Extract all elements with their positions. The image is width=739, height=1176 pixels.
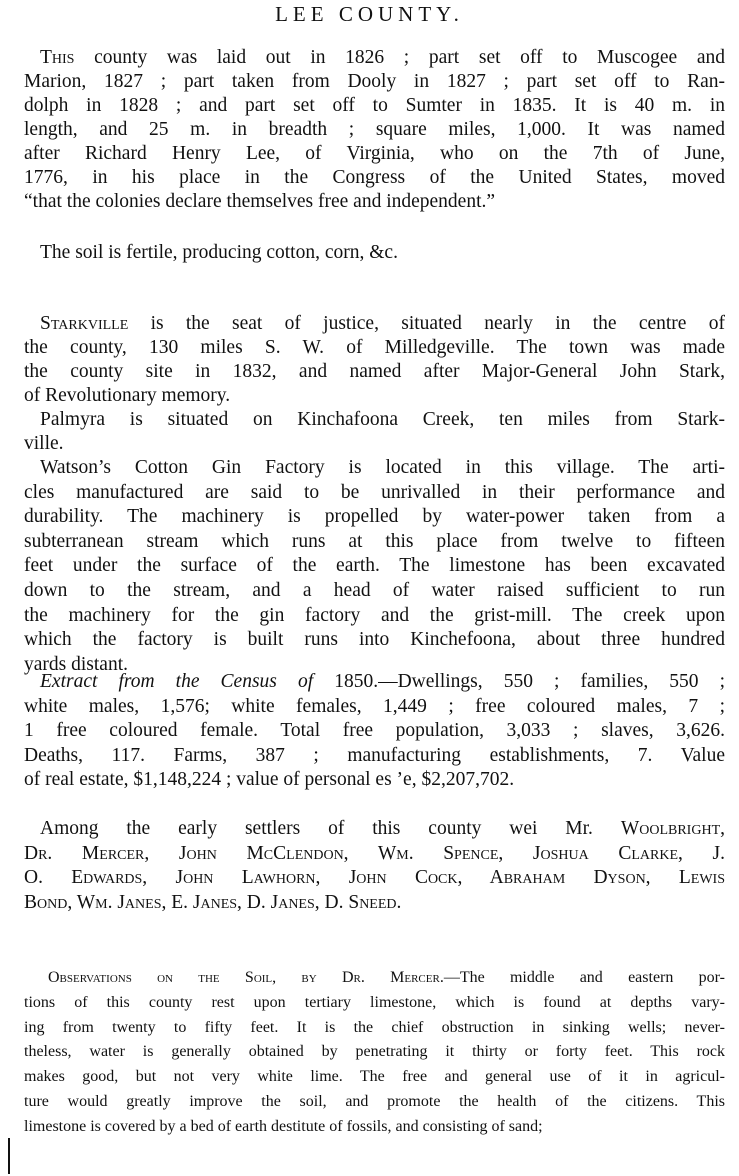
text-segment: Deaths, 117. Farms, 387 ; manufacturing establishments, 7. Value (24, 744, 725, 766)
text-line (24, 481, 725, 505)
small-caps-text: Bond, Wm. Janes, E. Janes, D. Janes, D. Sneed. (24, 891, 402, 913)
text-segment: yards distant. (24, 653, 128, 675)
text-segment: makes good, but not very white lime. The free and general use of it in agricul- (24, 1068, 725, 1086)
text-line (24, 530, 725, 554)
text-line (24, 768, 725, 792)
text-line (24, 94, 725, 118)
text-segment: “that the colonies declare themselves free and independent.” (24, 191, 496, 212)
text-segment: after Richard Henry Lee, of Virginia, who on the 7th of June, (24, 143, 725, 164)
text-line (24, 142, 725, 166)
small-caps-text: This (40, 47, 75, 68)
text-line (24, 992, 725, 1014)
text-segment: limestone is covered by a bed of earth destitute of fossils, and consisting of sand; (24, 1117, 543, 1135)
text-segment: durability. The machinery is propelled by water-power taken from a (24, 506, 725, 528)
text-segment: the county site in 1832, and named after Major-General John Stark, (24, 361, 725, 382)
text-line (40, 46, 725, 70)
small-caps-text: Dr. Mercer, John McClendon, Wm. Spence, Joshua Clarke, J. (24, 842, 725, 864)
text-line (24, 579, 725, 603)
text-segment: Palmyra is situated on Kinchafoona Creek, ten miles from Stark- (40, 409, 725, 430)
text-line (40, 817, 725, 841)
text-line (24, 554, 725, 578)
text-line (24, 1017, 725, 1039)
text-segment: —The middle and eastern por- (443, 969, 725, 986)
text-segment: The soil is fertile, producing cotton, corn, &c. (40, 242, 398, 263)
italic-text: Extract from the Census of (40, 671, 314, 692)
text-segment: Watson’s Cotton Gin Factory is located in this village. The arti- (40, 457, 725, 478)
text-segment: 1850.—Dwellings, 550 ; families, 550 ; (313, 671, 726, 692)
text-segment: cles manufactured are said to be unrivalled in their performance and (24, 481, 725, 503)
text-line (24, 505, 725, 529)
text-line (24, 336, 725, 360)
text-segment: of real estate, $1,148,224 ; value of personal es ’e, $2,207,702. (24, 769, 515, 790)
text-line (40, 456, 725, 480)
text-line (24, 628, 725, 652)
text-line (24, 604, 725, 628)
text-line (24, 118, 725, 142)
text-line (24, 695, 725, 719)
text-segment: Among the early settlers of this county wei Mr. (40, 818, 621, 839)
text-line (24, 891, 725, 915)
text-line (24, 719, 725, 743)
text-segment: ing from twenty to fifty feet. It is the chief obstruction in sinking wells; never- (24, 1018, 725, 1036)
text-line (24, 842, 725, 866)
text-segment: subterranean stream which runs at this place from twelve to fifteen (24, 530, 725, 552)
text-line (24, 360, 725, 384)
text-segment: of Revolutionary memory. (24, 385, 231, 406)
text-line (24, 1066, 725, 1088)
text-segment: county was laid out in 1826 ; part set off to Muscogee and (74, 47, 725, 68)
text-segment: length, and 25 m. in breadth ; square miles, 1,000. It was named (24, 119, 725, 140)
text-line (40, 408, 725, 432)
text-segment: the county, 130 miles S. W. of Milledgeville. The town was made (24, 337, 725, 358)
text-segment: which the factory is built runs into Kinchefoona, about three hundred (24, 629, 725, 651)
small-caps-text: Observations on the Soil, by Dr. Mercer. (48, 969, 444, 986)
text-line (24, 190, 725, 214)
text-segment: 1776, in his place in the Congress of the United States, moved (24, 167, 725, 188)
margin-rule (8, 1138, 10, 1174)
text-segment: 1 free coloured female. Total free population, 3,033 ; slaves, 3,626. (24, 720, 725, 741)
text-segment: ture would greatly improve the soil, and promote the health of the citizens. This (24, 1093, 725, 1110)
text-segment: ville. (24, 433, 64, 454)
text-line (24, 384, 725, 408)
text-line (40, 241, 725, 265)
text-line (24, 1041, 725, 1063)
text-segment: dolph in 1828 ; and part set off to Sumter in 1835. It is 40 m. in (24, 95, 725, 116)
text-segment: theless, water is generally obtained by penetrating it thirty or forty feet. This rock (24, 1043, 725, 1061)
page-title: LEE COUNTY. (275, 2, 464, 26)
text-line (24, 1091, 725, 1113)
text-line (24, 166, 725, 190)
small-caps-text: Woolbright, (620, 818, 725, 839)
text-line (24, 866, 725, 890)
text-line (24, 744, 725, 768)
small-caps-text: Starkville (40, 313, 129, 334)
text-segment: down to the stream, and a head of water raised sufficient to run (24, 580, 725, 601)
small-caps-text: O. Edwards, John Lawhorn, John Cock, Abraham Dyson, Lewis (24, 867, 725, 889)
text-segment: the machinery for the gin factory and the grist-mill. The creek upon (24, 604, 725, 626)
text-line (48, 967, 725, 989)
text-segment: feet under the surface of the earth. The limestone has been excavated (24, 555, 725, 577)
text-line (24, 432, 725, 456)
text-line (24, 1116, 725, 1138)
text-segment: is the seat of justice, situated nearly in the centre of (128, 313, 725, 334)
text-segment: Marion, 1827 ; part taken from Dooly in 1827 ; part set off to Ran- (24, 71, 725, 92)
text-segment: tions of this county rest upon tertiary limestone, which is found at depths vary- (24, 993, 725, 1011)
text-segment: white males, 1,576; white females, 1,449 ; free coloured males, 7 ; (24, 695, 725, 717)
text-line (40, 312, 725, 336)
text-line (24, 70, 725, 94)
text-line (40, 670, 725, 694)
